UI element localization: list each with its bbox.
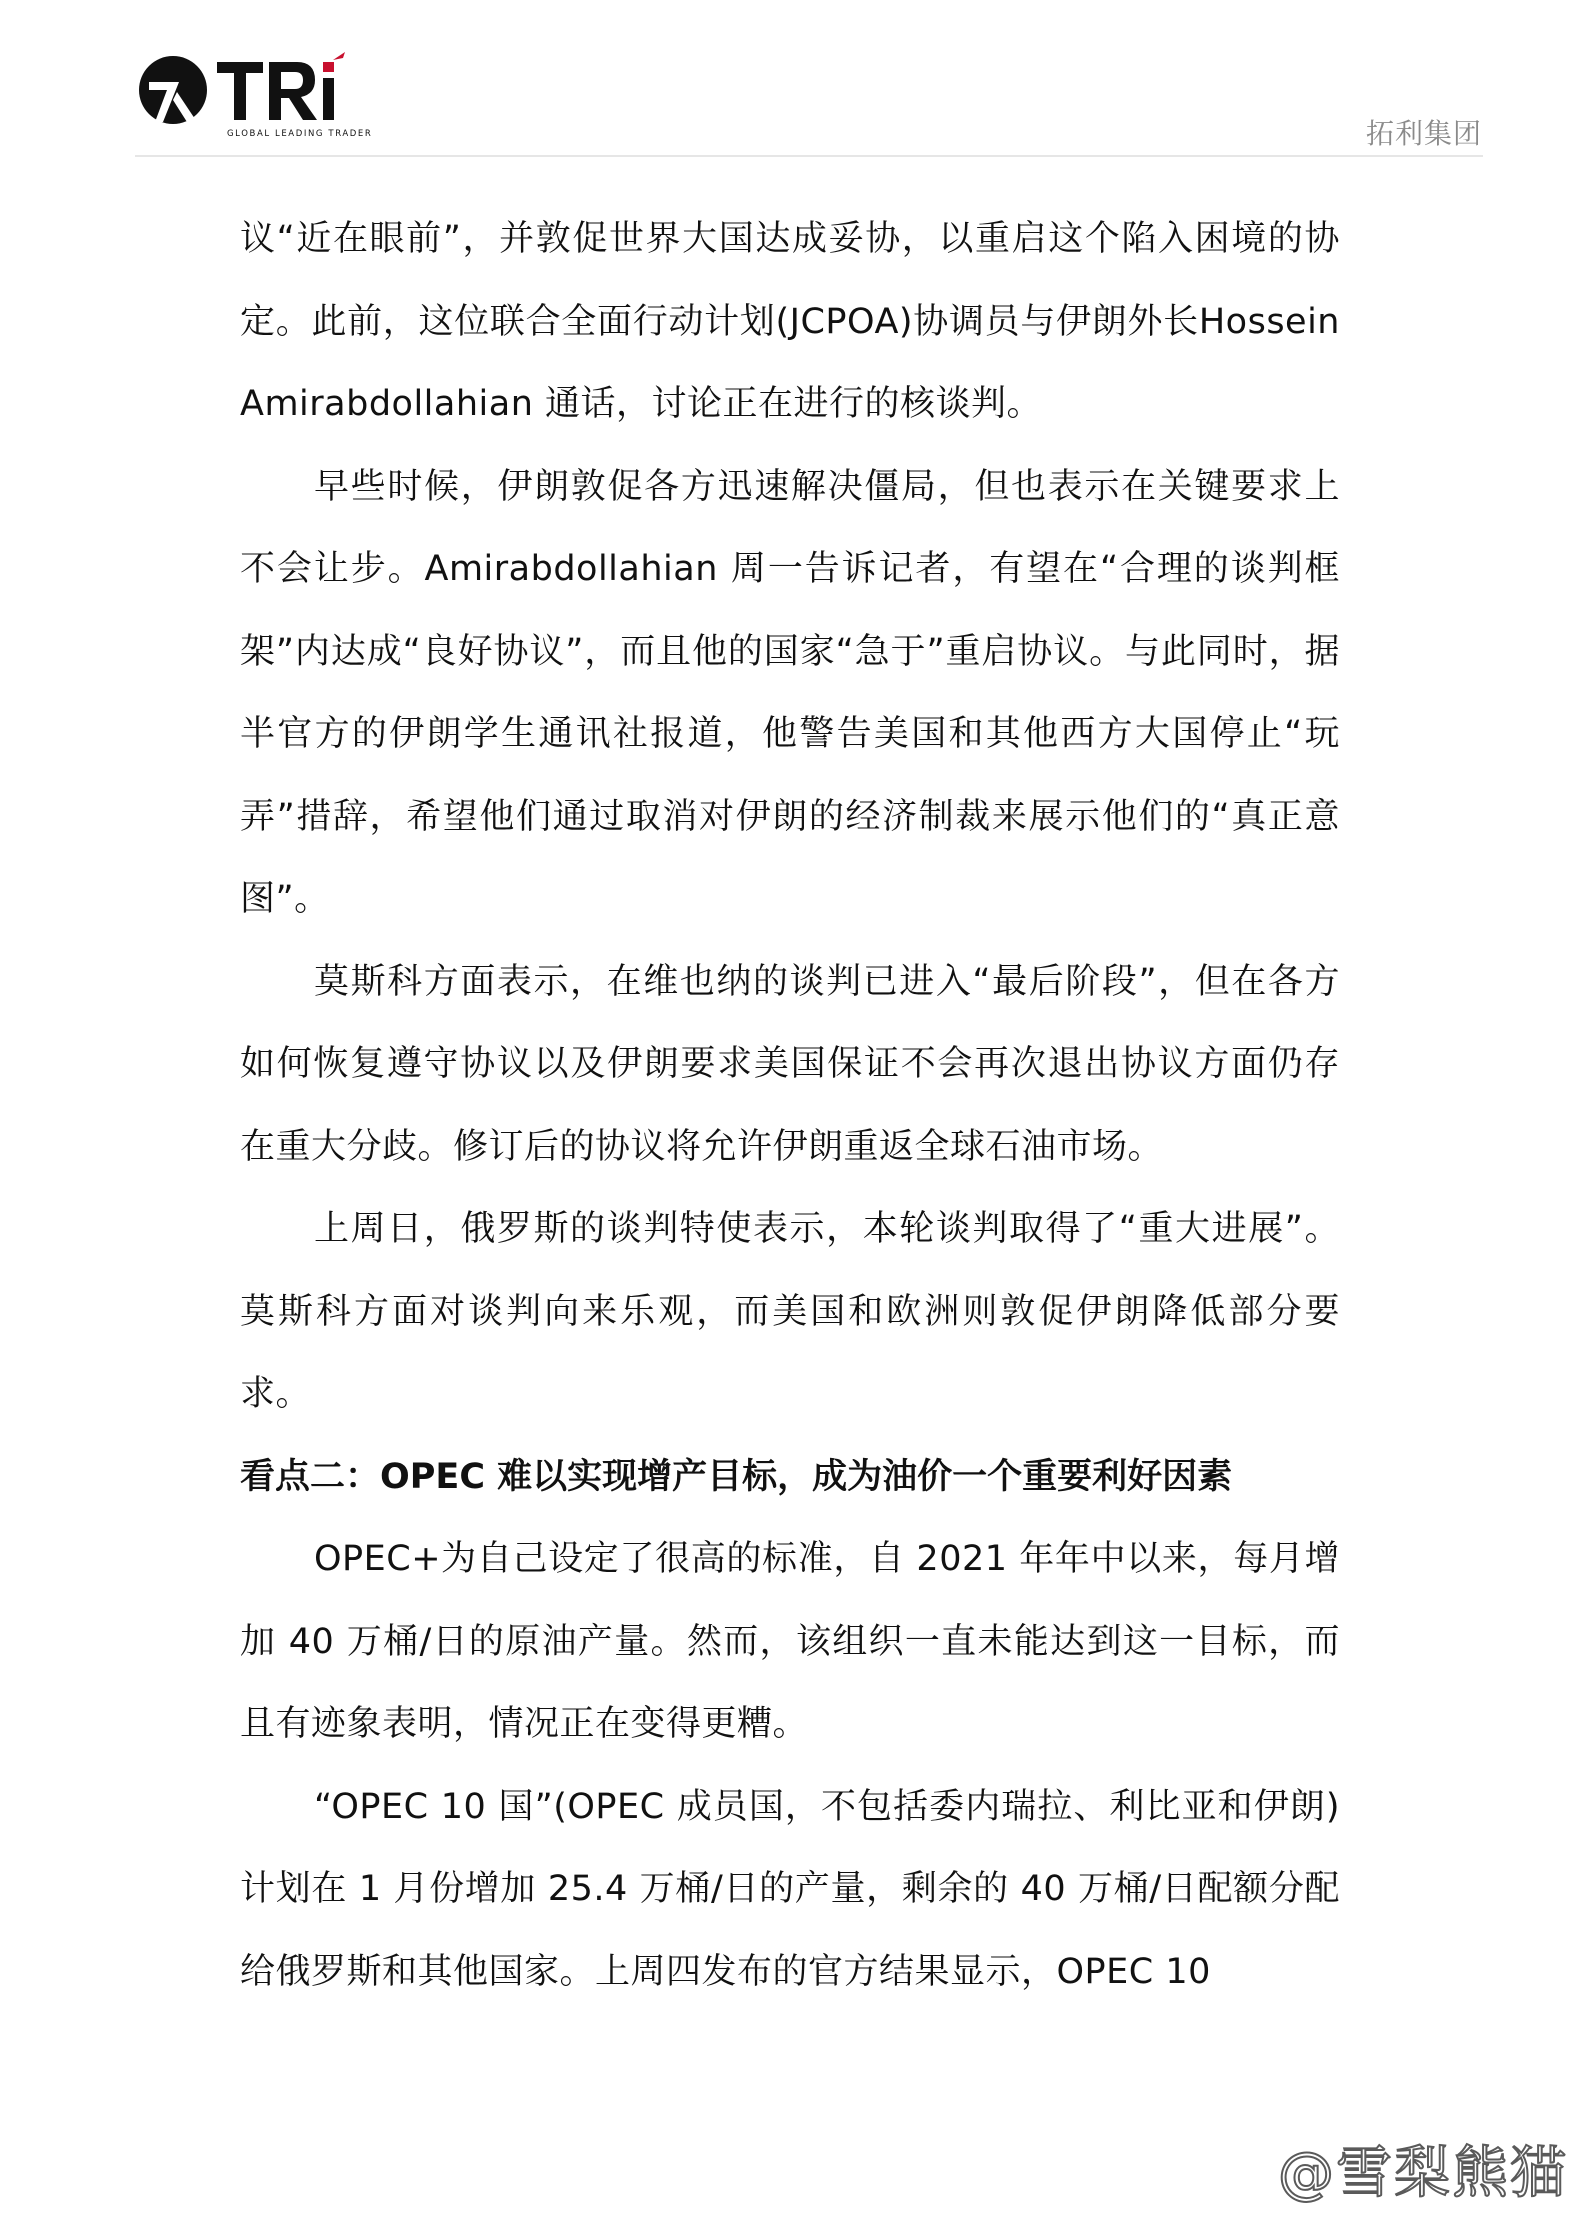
paragraph-4: 上周日，俄罗斯的谈判特使表示，本轮谈判取得了“重大进展”。莫斯科方面对谈判向来乐观，而美国和欧洲则敦促伊朗降低部分要求。 bbox=[240, 1209, 1340, 1414]
paragraph-5: OPEC+为自己设定了很高的标准，自 2021 年年中以来，每月增加 40 万桶/日的原油产量。然而，该组织一直未能达到这一目标，而且有迹象表明，情况正在变得更糟。 bbox=[240, 1539, 1340, 1744]
header-divider bbox=[135, 155, 1483, 157]
page-header bbox=[0, 0, 1580, 160]
company-name: 拓利集团 bbox=[1365, 117, 1482, 150]
svg-text:GLOBAL LEADING TRADER: GLOBAL LEADING TRADER bbox=[227, 129, 373, 139]
tri-logo bbox=[135, 52, 375, 142]
paragraph-1: 议“近在眼前”，并敦促世界大国达成妥协，以重启这个陷入困境的协定。此前，这位联合全面行动计划(JCPOA)协调员与伊朗外长Hossein Amirabdollahian 通话，讨论正在进行的核谈判。 bbox=[240, 219, 1340, 424]
document-body bbox=[240, 198, 1340, 2013]
section-heading: 看点二：OPEC 难以实现增产目标，成为油价一个重要利好因素 bbox=[240, 1456, 1233, 1497]
paragraph-3: 莫斯科方面表示，在维也纳的谈判已进入“最后阶段”，但在各方如何恢复遵守协议以及伊朗要求美国保证不会再次退出协议方面仍存在重大分歧。修订后的协议将允许伊朗重返全球石油市场。 bbox=[240, 961, 1340, 1167]
paragraph-2: 早些时候，伊朗敦促各方迅速解决僵局，但也表示在关键要求上不会让步。Amirabdollahian 周一告诉记者，有望在“合理的谈判框架”内达成“良好协议”，而且他的国家“急于”重启协议。与此同时，据半官方的伊朗学生通讯社报道，他警告美国和其他西方大国停止“玩弄”措辞，希望他们通过取消对伊朗的经济制裁来展示他们的“真正意图”。 bbox=[240, 466, 1340, 919]
tri-logo-icon bbox=[135, 52, 375, 142]
paragraph-6: “OPEC 10 国”(OPEC 成员国，不包括委内瑞拉、利比亚和伊朗)计划在 1 月份增加 25.4 万桶/日的产量，剩余的 40 万桶/日配额分配给俄罗斯和其他国家。上周四发布的官方结果显示，OPEC 10 bbox=[240, 1786, 1340, 1992]
weibo-watermark: @雪梨熊猫 bbox=[1278, 2141, 1568, 2206]
